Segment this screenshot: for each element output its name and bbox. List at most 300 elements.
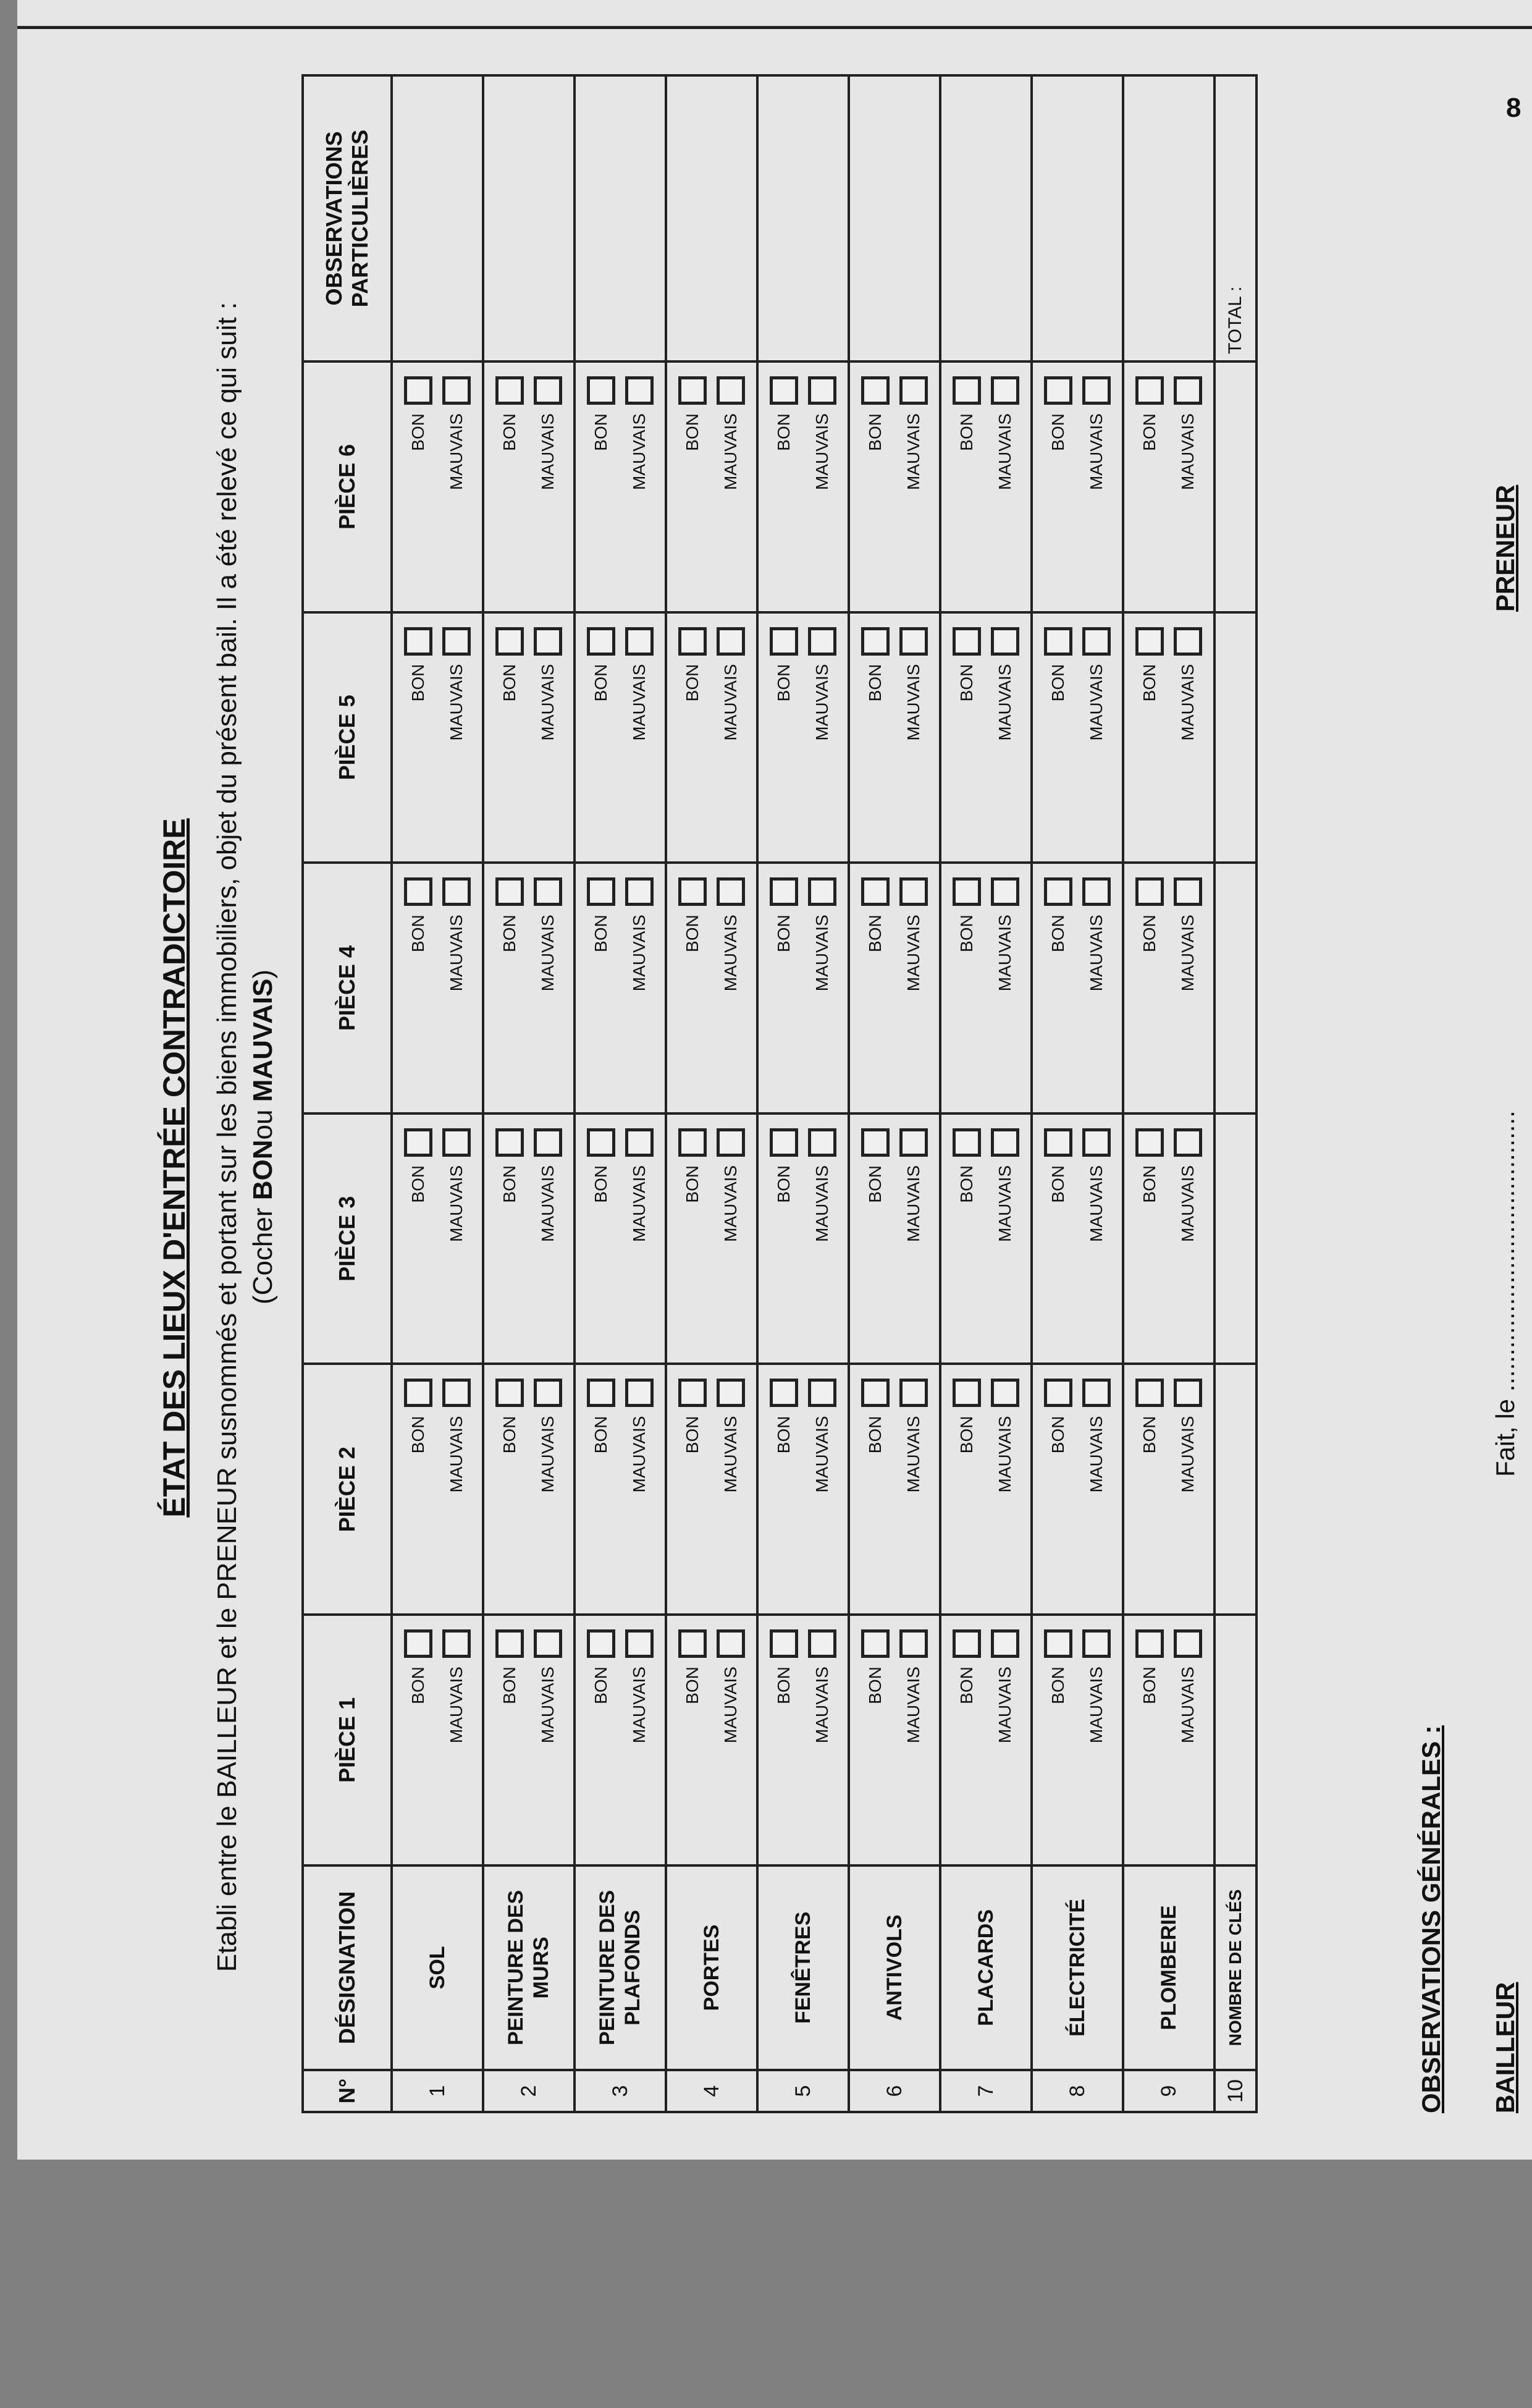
condition-label: BON (865, 915, 885, 952)
condition-label: BON (408, 413, 427, 451)
checkbox[interactable] (991, 1629, 1019, 1658)
condition-label: MAUVAIS (1087, 1416, 1106, 1493)
condition-option (620, 1115, 659, 1363)
condition-label: BON (865, 413, 885, 451)
condition-label: BON (1140, 915, 1159, 952)
condition-label: MAUVAIS (629, 1667, 649, 1744)
table-row (757, 75, 849, 2112)
condition-label: MAUVAIS (995, 915, 1014, 992)
checkbox[interactable] (1082, 1128, 1111, 1157)
checkbox[interactable] (808, 1379, 836, 1408)
checkbox[interactable] (770, 627, 798, 656)
checkbox[interactable] (625, 376, 654, 405)
condition-option (1039, 864, 1077, 1112)
piece-cell (1032, 1113, 1123, 1364)
checkbox[interactable] (717, 1629, 745, 1658)
condition-option (1169, 1366, 1207, 1614)
condition-option (582, 363, 620, 611)
piece-cell (392, 1615, 483, 1865)
condition-label: BON (1140, 1165, 1159, 1203)
piece-cell (392, 612, 483, 863)
checkbox[interactable] (991, 877, 1019, 906)
condition-option (1077, 614, 1116, 862)
checkbox[interactable] (404, 1379, 432, 1408)
checkbox[interactable] (587, 627, 615, 656)
condition-option (986, 614, 1024, 862)
checkbox[interactable] (717, 877, 745, 906)
document-page (17, 0, 1532, 2160)
condition-option (1039, 614, 1077, 862)
checkbox[interactable] (808, 877, 836, 906)
checkbox[interactable] (495, 1629, 524, 1658)
condition-option (1169, 363, 1207, 611)
header-num: N° (303, 2070, 392, 2112)
checkbox[interactable] (861, 1379, 890, 1408)
instruction-bon: BON (248, 1139, 278, 1201)
observation-cell[interactable] (1123, 75, 1214, 361)
checkbox[interactable] (625, 627, 654, 656)
condition-option (948, 363, 986, 611)
table-row (574, 75, 666, 2112)
piece-cell (392, 1364, 483, 1615)
condition-label: MAUVAIS (721, 1667, 740, 1744)
piece-cell (666, 1364, 757, 1615)
checkbox[interactable] (770, 877, 798, 906)
condition-option (712, 864, 750, 1112)
condition-label: MAUVAIS (538, 413, 557, 490)
piece-cell (757, 361, 849, 612)
checkbox[interactable] (770, 1379, 798, 1408)
checkbox[interactable] (404, 376, 432, 405)
table-row (1123, 75, 1214, 2112)
checkbox[interactable] (1044, 877, 1072, 906)
condition-option (620, 614, 659, 862)
checkbox[interactable] (899, 376, 928, 405)
header-observations: OBSERVATIONS PARTICULIÈRES (303, 75, 392, 361)
piece-cell (574, 1113, 666, 1364)
condition-label: BON (1140, 664, 1159, 702)
condition-option (529, 363, 567, 611)
condition-option (437, 1616, 476, 1864)
condition-label: BON (774, 1416, 793, 1454)
piece-cell (483, 1615, 574, 1865)
checkbox[interactable] (1135, 1128, 1164, 1157)
checkbox[interactable] (678, 877, 707, 906)
condition-option (490, 1366, 529, 1614)
condition-option (582, 864, 620, 1112)
checkbox[interactable] (991, 376, 1019, 405)
instruction-prefix: (Cocher (248, 1200, 278, 1304)
date-field[interactable]: Fait, le ....................................... (1491, 1110, 1520, 1477)
checkbox[interactable] (678, 627, 707, 656)
condition-option (437, 363, 476, 611)
table-row (392, 75, 483, 2112)
row-designation: FENÊTRES (757, 1865, 849, 2070)
checkbox[interactable] (770, 376, 798, 405)
condition-label: BON (591, 1165, 610, 1203)
condition-option (1077, 363, 1116, 611)
piece-cell (574, 612, 666, 863)
checkbox[interactable] (495, 1379, 524, 1408)
checkbox[interactable] (991, 1128, 1019, 1157)
condition-label: MAUVAIS (812, 1667, 831, 1744)
checkbox[interactable] (587, 1128, 615, 1157)
checkbox[interactable] (953, 1629, 981, 1658)
condition-label: BON (1140, 1416, 1159, 1454)
observation-cell[interactable] (574, 75, 666, 361)
condition-label: MAUVAIS (904, 1667, 923, 1744)
checkbox[interactable] (442, 877, 471, 906)
checkbox[interactable] (1044, 1379, 1072, 1408)
condition-option (1130, 614, 1169, 862)
checkbox[interactable] (1044, 376, 1072, 405)
condition-option (712, 614, 750, 862)
condition-label: MAUVAIS (904, 1165, 923, 1242)
condition-label: BON (865, 1165, 885, 1203)
checkbox[interactable] (717, 627, 745, 656)
checkbox[interactable] (442, 627, 471, 656)
condition-option (986, 1616, 1024, 1864)
table-row-keys (1214, 75, 1256, 2112)
checkbox[interactable] (442, 1128, 471, 1157)
condition-label: BON (683, 413, 702, 451)
condition-option (986, 864, 1024, 1112)
checkbox[interactable] (495, 1128, 524, 1157)
condition-label: MAUVAIS (629, 1416, 649, 1493)
header-piece-2: PIÈCE 2 (303, 1364, 392, 1615)
table-row (483, 75, 574, 2112)
keys-cell[interactable] (1214, 1364, 1256, 1615)
condition-label: BON (591, 1667, 610, 1704)
condition-label: MAUVAIS (1178, 1165, 1197, 1242)
keys-cell[interactable] (1214, 1615, 1256, 1865)
condition-label: BON (500, 915, 519, 952)
condition-label: BON (591, 915, 610, 952)
checkbox[interactable] (678, 1629, 707, 1658)
condition-option (529, 614, 567, 862)
condition-option (1077, 1366, 1116, 1614)
condition-label: MAUVAIS (538, 1165, 557, 1242)
row-number: 8 (1032, 2070, 1123, 2112)
condition-label: MAUVAIS (904, 1416, 923, 1493)
checkbox[interactable] (1174, 627, 1202, 656)
condition-option (803, 1616, 841, 1864)
page-number: 8 (1506, 93, 1521, 123)
condition-option (582, 1616, 620, 1864)
checkbox[interactable] (953, 877, 981, 906)
checkbox[interactable] (953, 1379, 981, 1408)
piece-cell (574, 361, 666, 612)
general-observations-label: OBSERVATIONS GÉNÉRALES : (1416, 1725, 1446, 2113)
row-number: 5 (757, 2070, 849, 2112)
condition-label: MAUVAIS (629, 915, 649, 992)
row-number: 2 (483, 2070, 574, 2112)
checkbox[interactable] (587, 1379, 615, 1408)
observation-cell[interactable] (392, 75, 483, 361)
condition-option (1169, 864, 1207, 1112)
condition-label: MAUVAIS (904, 915, 923, 992)
condition-label: MAUVAIS (538, 915, 557, 992)
observation-cell[interactable] (940, 75, 1032, 361)
condition-label: BON (1048, 1667, 1067, 1704)
condition-label: MAUVAIS (538, 1667, 557, 1744)
checkbox[interactable] (861, 376, 890, 405)
condition-option (673, 363, 712, 611)
checkbox[interactable] (442, 1629, 471, 1658)
condition-label: BON (1140, 413, 1159, 451)
checkbox[interactable] (495, 627, 524, 656)
checkbox[interactable] (1135, 376, 1164, 405)
keys-cell[interactable] (1214, 1113, 1256, 1364)
condition-label: BON (591, 1416, 610, 1454)
row-designation: ÉLECTRICITÉ (1032, 1865, 1123, 2070)
checkbox[interactable] (404, 1629, 432, 1658)
piece-cell (666, 1615, 757, 1865)
checkbox[interactable] (1082, 376, 1111, 405)
checkbox[interactable] (770, 1629, 798, 1658)
checkbox[interactable] (587, 1629, 615, 1658)
checkbox[interactable] (1135, 877, 1164, 906)
condition-option (582, 614, 620, 862)
checkbox[interactable] (534, 376, 562, 405)
condition-label: BON (408, 915, 427, 952)
checkbox[interactable] (1174, 1379, 1202, 1408)
checkbox[interactable] (1082, 877, 1111, 906)
condition-option (856, 1115, 894, 1363)
condition-option (986, 363, 1024, 611)
condition-option (1039, 1366, 1077, 1614)
checkbox[interactable] (717, 1128, 745, 1157)
piece-cell (1123, 1615, 1214, 1865)
piece-cell (483, 361, 574, 612)
piece-cell (1123, 1364, 1214, 1615)
checkbox[interactable] (1174, 1629, 1202, 1658)
piece-cell (666, 1113, 757, 1364)
checkbox[interactable] (717, 376, 745, 405)
checkbox[interactable] (770, 1128, 798, 1157)
header-designation: DÉSIGNATION (303, 1865, 392, 2070)
condition-option (948, 1616, 986, 1864)
condition-label: MAUVAIS (812, 413, 831, 490)
checkbox[interactable] (808, 1128, 836, 1157)
checkbox[interactable] (625, 1379, 654, 1408)
checkbox[interactable] (861, 1629, 890, 1658)
table-row (666, 75, 757, 2112)
piece-cell (757, 612, 849, 863)
condition-option (986, 1115, 1024, 1363)
checkbox[interactable] (808, 627, 836, 656)
checkbox[interactable] (899, 1379, 928, 1408)
condition-option (399, 1115, 437, 1363)
condition-option (399, 614, 437, 862)
condition-label: BON (774, 664, 793, 702)
checkbox[interactable] (1135, 627, 1164, 656)
piece-cell (940, 1615, 1032, 1865)
keys-cell[interactable] (1214, 361, 1256, 612)
condition-label: MAUVAIS (995, 413, 1014, 490)
condition-label: BON (957, 1416, 976, 1454)
condition-label: BON (1048, 915, 1067, 952)
condition-option (948, 864, 986, 1112)
checkbox[interactable] (625, 1128, 654, 1157)
condition-label: MAUVAIS (721, 915, 740, 992)
checkbox[interactable] (678, 376, 707, 405)
checkbox[interactable] (587, 376, 615, 405)
condition-label: BON (408, 664, 427, 702)
checkbox[interactable] (899, 1629, 928, 1658)
instruction-suffix: ) (248, 970, 278, 979)
condition-option (894, 864, 933, 1112)
checkbox[interactable] (442, 1379, 471, 1408)
condition-option (803, 614, 841, 862)
checkbox[interactable] (678, 1379, 707, 1408)
checkbox[interactable] (678, 1128, 707, 1157)
condition-option (856, 1366, 894, 1614)
checkbox[interactable] (625, 877, 654, 906)
piece-cell (1123, 361, 1214, 612)
checkbox[interactable] (1135, 1379, 1164, 1408)
condition-label: MAUVAIS (904, 413, 923, 490)
checkbox[interactable] (534, 877, 562, 906)
checkbox[interactable] (808, 1629, 836, 1658)
checkbox[interactable] (899, 1128, 928, 1157)
checkbox[interactable] (899, 877, 928, 906)
condition-label: MAUVAIS (1178, 413, 1197, 490)
checkbox[interactable] (1044, 1629, 1072, 1658)
checkbox[interactable] (1082, 1629, 1111, 1658)
condition-label: MAUVAIS (447, 413, 466, 490)
checkbox[interactable] (404, 627, 432, 656)
checkbox[interactable] (808, 376, 836, 405)
condition-label: MAUVAIS (447, 1667, 466, 1744)
piece-cell (1032, 1615, 1123, 1865)
piece-cell (1032, 612, 1123, 863)
checkbox[interactable] (953, 627, 981, 656)
keys-cell[interactable] (1214, 612, 1256, 863)
checkbox[interactable] (587, 877, 615, 906)
checkbox[interactable] (717, 1379, 745, 1408)
condition-option (529, 1366, 567, 1614)
checkbox[interactable] (495, 877, 524, 906)
row-designation: ANTIVOLS (849, 1865, 940, 2070)
piece-cell (940, 1364, 1032, 1615)
checkbox[interactable] (404, 1128, 432, 1157)
keys-cell[interactable] (1214, 863, 1256, 1113)
row-designation: SOL (392, 1865, 483, 2070)
observation-cell[interactable] (849, 75, 940, 361)
condition-option (437, 614, 476, 862)
piece-cell (666, 361, 757, 612)
condition-label: BON (500, 664, 519, 702)
condition-label: BON (683, 1667, 702, 1704)
condition-label: BON (1048, 664, 1067, 702)
condition-option (529, 1115, 567, 1363)
condition-option (894, 1115, 933, 1363)
checkbox[interactable] (534, 1629, 562, 1658)
condition-option (582, 1366, 620, 1614)
condition-label: BON (1048, 1165, 1067, 1203)
checkbox[interactable] (991, 1379, 1019, 1408)
checkbox[interactable] (1174, 376, 1202, 405)
checkbox[interactable] (534, 1128, 562, 1157)
checkbox[interactable] (899, 627, 928, 656)
condition-label: BON (774, 1667, 793, 1704)
piece-cell (940, 863, 1032, 1113)
condition-option (399, 363, 437, 611)
condition-option (529, 1616, 567, 1864)
checkbox[interactable] (625, 1629, 654, 1658)
checkbox[interactable] (861, 877, 890, 906)
observation-cell[interactable] (483, 75, 574, 361)
checkbox[interactable] (1044, 1128, 1072, 1157)
condition-label: BON (865, 1667, 885, 1704)
observation-cell[interactable] (1032, 75, 1123, 361)
checkbox[interactable] (495, 376, 524, 405)
observation-cell[interactable] (757, 75, 849, 361)
checkbox[interactable] (1082, 1379, 1111, 1408)
condition-option (712, 1366, 750, 1614)
piece-cell (849, 863, 940, 1113)
condition-label: MAUVAIS (1087, 413, 1106, 490)
condition-label: BON (683, 664, 702, 702)
condition-option (437, 1366, 476, 1614)
condition-label: MAUVAIS (812, 915, 831, 992)
condition-label: BON (683, 915, 702, 952)
condition-label: MAUVAIS (812, 1165, 831, 1242)
condition-label: MAUVAIS (447, 1416, 466, 1493)
condition-label: MAUVAIS (1178, 664, 1197, 741)
condition-option (620, 1366, 659, 1614)
checkbox[interactable] (1135, 1629, 1164, 1658)
checkbox[interactable] (404, 877, 432, 906)
condition-label: MAUVAIS (721, 664, 740, 741)
condition-label: BON (774, 1165, 793, 1203)
condition-option (1130, 1616, 1169, 1864)
piece-cell (940, 612, 1032, 863)
piece-cell (1032, 863, 1123, 1113)
checkbox[interactable] (534, 627, 562, 656)
condition-option (803, 1366, 841, 1614)
condition-label: MAUVAIS (995, 1165, 1014, 1242)
checkbox[interactable] (1174, 1128, 1202, 1157)
row-number: 4 (666, 2070, 757, 2112)
condition-label: MAUVAIS (538, 664, 557, 741)
checkbox[interactable] (861, 1128, 890, 1157)
condition-option (582, 1115, 620, 1363)
checkbox[interactable] (991, 627, 1019, 656)
condition-option (1130, 363, 1169, 611)
header-piece-4: PIÈCE 4 (303, 863, 392, 1113)
condition-label: MAUVAIS (721, 1416, 740, 1493)
condition-label: MAUVAIS (1178, 1667, 1197, 1744)
checkbox[interactable] (442, 376, 471, 405)
checkbox[interactable] (1044, 627, 1072, 656)
checkbox[interactable] (861, 627, 890, 656)
condition-label: BON (683, 1165, 702, 1203)
row-designation: PORTES (666, 1865, 757, 2070)
condition-option (490, 363, 529, 611)
condition-label: BON (408, 1667, 427, 1704)
checkbox[interactable] (1082, 627, 1111, 656)
condition-option (673, 1115, 712, 1363)
checkbox[interactable] (1174, 877, 1202, 906)
condition-label: BON (408, 1416, 427, 1454)
checkbox[interactable] (953, 1128, 981, 1157)
observation-cell[interactable] (666, 75, 757, 361)
checkbox[interactable] (953, 376, 981, 405)
intro-text: Etabli entre le BAILLEUR et le PRENEUR susnommés et portant sur les biens immobiliers, objet du présent bail. Il a été relevé ce qui suit : (212, 302, 242, 1972)
checkbox[interactable] (534, 1379, 562, 1408)
